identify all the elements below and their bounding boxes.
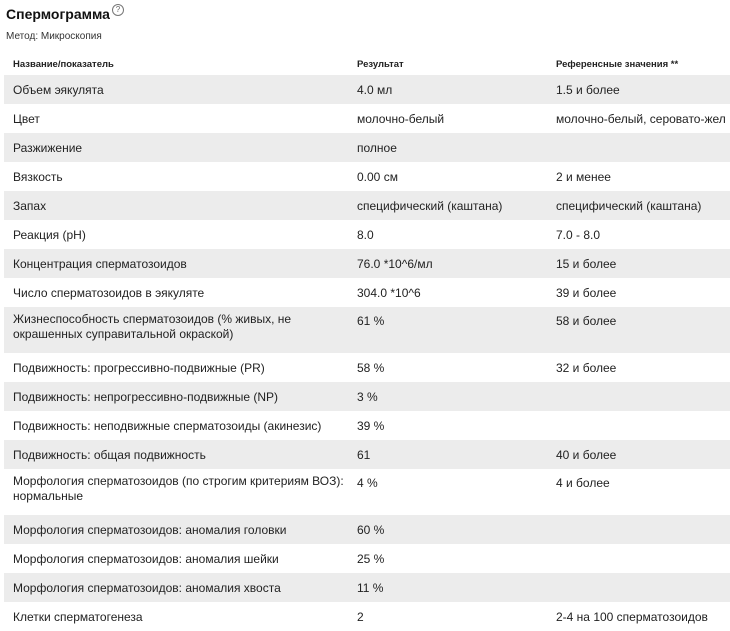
cell-name: Жизнеспособность сперматозоидов (% живых, не окрашенных суправитальной окраской) bbox=[4, 307, 348, 353]
cell-result: 0.00 см bbox=[357, 169, 398, 184]
table-row bbox=[4, 411, 730, 440]
help-icon[interactable]: ? bbox=[112, 4, 124, 16]
table-row bbox=[4, 353, 730, 382]
cell-name: Подвижность: прогрессивно-подвижные (PR) bbox=[13, 360, 265, 375]
cell-result: 4.0 мл bbox=[348, 75, 547, 104]
cell-name: Морфология сперматозоидов: аномалия головки bbox=[4, 515, 348, 544]
cell-reference: 32 и более bbox=[556, 360, 617, 375]
cell-reference: 40 и более bbox=[547, 440, 730, 469]
cell-name: Морфология сперматозоидов: аномалия шейки bbox=[13, 551, 279, 566]
page-title bbox=[6, 6, 124, 22]
cell-reference bbox=[547, 573, 730, 602]
table-row bbox=[4, 573, 730, 602]
cell-name: Подвижность: непрогрессивно-подвижные (NP) bbox=[4, 382, 348, 411]
cell-name: Объем эякулята bbox=[4, 75, 348, 104]
cell-result: 3 % bbox=[348, 382, 547, 411]
cell-name: Реакция (pH) bbox=[13, 227, 86, 242]
table-row bbox=[4, 104, 730, 133]
cell-name: Подвижность: неподвижные сперматозоиды (акинезис) bbox=[13, 418, 322, 433]
cell-reference bbox=[547, 411, 730, 440]
table-row bbox=[4, 440, 730, 469]
cell-reference bbox=[547, 382, 730, 411]
cell-result: 58 % bbox=[357, 360, 385, 375]
cell-result: 60 % bbox=[348, 515, 547, 544]
table-row bbox=[4, 220, 730, 249]
table-row bbox=[4, 133, 730, 162]
cell-reference: 1.5 и более bbox=[547, 75, 730, 104]
cell-result: 61 % bbox=[348, 307, 547, 353]
cell-name: Цвет bbox=[13, 111, 40, 126]
column-header-name: Название/показатель bbox=[13, 59, 114, 70]
cell-reference bbox=[547, 544, 730, 573]
cell-name: Клетки сперматогенеза bbox=[13, 609, 143, 624]
cell-reference: 2 и менее bbox=[556, 169, 611, 184]
method-label: Метод: Микроскопия bbox=[6, 31, 102, 42]
cell-result: полное bbox=[348, 133, 547, 162]
table-row bbox=[4, 515, 730, 544]
cell-reference: молочно-белый, серовато-жел bbox=[556, 111, 726, 126]
cell-reference: 15 и более bbox=[547, 249, 730, 278]
cell-reference bbox=[547, 515, 730, 544]
cell-result: 39 % bbox=[357, 418, 385, 433]
page-title-text: Спермограмма bbox=[6, 6, 110, 22]
cell-name: Подвижность: общая подвижность bbox=[4, 440, 348, 469]
cell-reference: 4 и более bbox=[556, 476, 610, 490]
cell-reference: специфический (каштана) bbox=[547, 191, 730, 220]
cell-reference: 7.0 - 8.0 bbox=[556, 227, 601, 242]
cell-name: Морфология сперматозоидов (по строгим критериям ВОЗ): нормальные bbox=[13, 474, 344, 503]
cell-result: 25 % bbox=[357, 551, 385, 566]
cell-name: Разжижение bbox=[4, 133, 348, 162]
table-row bbox=[4, 382, 730, 411]
table-row bbox=[4, 278, 730, 307]
cell-name: Запах bbox=[4, 191, 348, 220]
cell-name: Вязкость bbox=[13, 169, 63, 184]
table-row bbox=[4, 544, 730, 573]
results-table bbox=[4, 54, 730, 631]
column-header-reference: Референсные значения ** bbox=[556, 59, 679, 70]
table-header-row bbox=[4, 54, 730, 75]
table-row bbox=[4, 469, 730, 515]
cell-result: 11 % bbox=[348, 573, 547, 602]
cell-result: 4 % bbox=[357, 476, 378, 490]
cell-result: 8.0 bbox=[357, 227, 374, 242]
cell-name: Число сперматозоидов в эякуляте bbox=[13, 285, 205, 300]
cell-result: молочно-белый bbox=[357, 111, 445, 126]
cell-name: Морфология сперматозоидов: аномалия хвоста bbox=[4, 573, 348, 602]
cell-reference: 58 и более bbox=[547, 307, 730, 353]
table-row bbox=[4, 162, 730, 191]
cell-reference bbox=[547, 133, 730, 162]
cell-result: 304.0 *10^6 bbox=[357, 285, 421, 300]
cell-reference: 39 и более bbox=[556, 285, 617, 300]
table-row bbox=[4, 75, 730, 104]
table-row bbox=[4, 191, 730, 220]
cell-result: 76.0 *10^6/мл bbox=[348, 249, 547, 278]
cell-result: 2 bbox=[357, 609, 364, 624]
cell-result: 61 bbox=[348, 440, 547, 469]
table-row bbox=[4, 249, 730, 278]
cell-result: специфический (каштана) bbox=[348, 191, 547, 220]
table-row bbox=[4, 307, 730, 353]
cell-name: Концентрация сперматозоидов bbox=[4, 249, 348, 278]
cell-reference: 2-4 на 100 сперматозоидов bbox=[556, 609, 708, 624]
column-header-result: Результат bbox=[357, 59, 404, 70]
